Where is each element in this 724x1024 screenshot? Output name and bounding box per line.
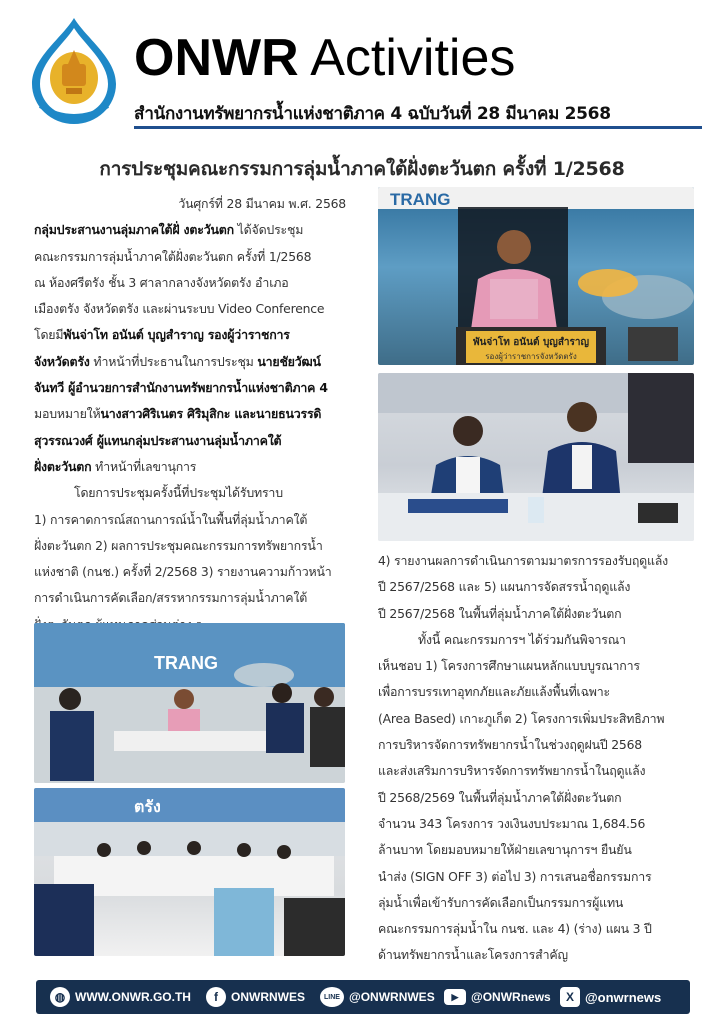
- text-line: 1) การคาดการณ์สถานการณ์น้ำในพื้นที่ลุ่มน้ำภาคใต้: [34, 511, 308, 527]
- text-span: ได้จัดประชุม: [233, 222, 304, 238]
- text-line: ณ ห้องศรีตรัง ชั้น 3 ศาลากลางจังหวัดตรัง อำเภอ: [34, 274, 289, 290]
- x-link[interactable]: [560, 980, 661, 1014]
- text-line: คณะกรรมการลุ่มน้ำใน กนช. และ 4) (ร่าง) แผน 3 ปี: [378, 921, 652, 937]
- facebook-icon: f: [206, 987, 226, 1007]
- text-line: โดยการประชุมครั้งนี้ที่ประชุมได้รับทราบ: [74, 485, 283, 501]
- photo-banner-text: TRANG: [154, 653, 218, 673]
- text-line: ปี 2567/2568 ในพื้นที่ลุ่มน้ำภาคใต้ฝั่งตะวันตก: [378, 605, 622, 621]
- header-rule: [134, 126, 702, 129]
- photo-secretaries: [378, 373, 694, 541]
- text-line: ทั้งนี้ คณะกรรมการฯ ได้ร่วมกันพิจารณา: [418, 631, 626, 647]
- text-line: ด้านทรัพยากรน้ำและโครงการสำคัญ: [378, 947, 568, 963]
- text-line: ลุ่มน้ำเพื่อเข้ารับการคัดเลือกเป็นกรรมการผู้แทน: [378, 894, 624, 910]
- x-icon: X: [560, 987, 580, 1007]
- text-line: ฝั่งตะวันตก 2) ผลการประชุมคณะกรรมการทรัพยากรน้ำ: [34, 537, 323, 553]
- nameplate-line-2: รองผู้ว่าราชการจังหวัดตรัง: [485, 352, 577, 361]
- text-line: เห็นชอบ 1) โครงการศึกษาแผนหลักแบบบูรณาการ: [378, 658, 640, 674]
- text-line: เพื่อการบรรเทาอุทกภัยและภัยแล้งพื้นที่เฉพาะ: [378, 684, 610, 700]
- text-line: การดำเนินการคัดเลือก/สรรหากรรมการลุ่มน้ำภาคใต้: [34, 590, 308, 606]
- facebook-text: ONWRNWES: [231, 990, 305, 1004]
- footer-bar: [36, 980, 690, 1014]
- globe-icon: ◍: [50, 987, 70, 1007]
- page-title: [134, 30, 515, 86]
- nameplate-line-1: พันจ่าโท อนันต์ บุญสำราญ: [472, 337, 590, 348]
- x-text: @onwrnews: [585, 989, 662, 1005]
- website-link[interactable]: [50, 980, 191, 1014]
- article-column-left: [34, 191, 346, 638]
- website-text: WWW.ONWR.GO.TH: [75, 990, 191, 1004]
- youtube-link[interactable]: [444, 980, 551, 1014]
- photo-banner-text: ตรัง: [134, 797, 161, 816]
- text-line: (Area Based) เกาะภูเก็ต 2) โครงการเพิ่มประสิทธิภาพ: [378, 710, 665, 726]
- text-line: จำนวน 343 โครงการ วงเงินงบประมาณ 1,684.56: [378, 815, 646, 831]
- secretary-names: นางสาวศิริเนตร ศิริมุสิกะ และนายธนวรรดิ: [100, 406, 322, 422]
- organizer: กลุ่มประสานงานลุ่มภาคใต้ฝั่ งตะวันตก: [34, 222, 234, 238]
- chairperson-province: จังหวัดตรัง: [34, 353, 90, 369]
- director-name: นายชัยวัฒน์: [257, 353, 321, 369]
- text-span: มอบหมายให้: [34, 406, 101, 422]
- text-line: เมืองตรัง จังหวัดตรัง และผ่านระบบ Video Conference: [34, 301, 325, 317]
- director-title: จันทวี ผู้อำนวยการสำนักงานทรัพยากรน้ำแห่งชาติภาค 4: [34, 380, 328, 396]
- text-line: ปี 2567/2568 และ 5) แผนการจัดสรรน้ำฤดูแล้ง: [378, 579, 631, 595]
- text-line: นำส่ง (SIGN OFF 3) ต่อไป 3) การเสนอชื่อกรรมการ: [378, 868, 652, 884]
- date-line: วันศุกร์ที่ 28 มีนาคม พ.ศ. 2568: [178, 196, 346, 211]
- text-line: คณะกรรมการลุ่มน้ำภาคใต้ฝั่งตะวันตก ครั้งที่ 1/2568: [34, 248, 312, 264]
- article-headline: การประชุมคณะกรรมการลุ่มน้ำภาคใต้ฝั่งตะวันตก ครั้งที่ 1/2568: [99, 158, 625, 180]
- text-span: ทำหน้าที่ประธานในการประชุม: [89, 353, 258, 369]
- photo-banner-text: TRANG: [390, 190, 451, 209]
- article-column-right: [378, 548, 692, 969]
- issue-subtitle: สำนักงานทรัพยากรน้ำแห่งชาติภาค 4 ฉบับวันที่ 28 มีนาคม 2568: [134, 104, 611, 124]
- title-bold: ONWR: [134, 29, 299, 87]
- onwr-logo: [26, 14, 122, 126]
- text-span: ทำหน้าที่เลขานุการ: [91, 458, 197, 474]
- photo-meeting-room-2: [34, 788, 345, 956]
- photo-chairperson: [378, 187, 694, 365]
- chairperson-name: พันจ่าโท อนันต์ บุญสำราญ รองผู้ว่าราชการ: [63, 327, 290, 343]
- photo-meeting-room-1: [34, 623, 345, 783]
- youtube-icon: ▶: [444, 989, 466, 1005]
- title-rest: Activities: [298, 29, 516, 87]
- text-line: และส่งเสริมการบริหารจัดการทรัพยากรน้ำในฤดูแล้ง: [378, 763, 646, 779]
- secretary-title-end: ฝั่งตะวันตก: [34, 458, 92, 474]
- line-link[interactable]: [320, 980, 435, 1014]
- line-text: @ONWRNWES: [349, 990, 435, 1004]
- text-line: แห่งชาติ (กนช.) ครั้งที่ 2/2568 3) รายงานความก้าวหน้า: [34, 564, 332, 580]
- text-span: โดยมี: [34, 327, 64, 343]
- text-line: 4) รายงานผลการดำเนินการตามมาตรการรองรับฤดูแล้ง: [378, 553, 669, 568]
- facebook-link[interactable]: [206, 980, 305, 1014]
- text-line: การบริหารจัดการทรัพยากรน้ำในช่วงฤดูฝนปี 2568: [378, 737, 642, 753]
- youtube-text: @ONWRnews: [471, 990, 551, 1004]
- text-line: ปี 2568/2569 ในพื้นที่ลุ่มน้ำภาคใต้ฝั่งตะวันตก: [378, 789, 622, 805]
- text-line: ล้านบาท โดยมอบหมายให้ฝ่ายเลขานุการฯ ยืนยัน: [378, 842, 632, 858]
- secretary-title: สุวรรณวงศ์ ผู้แทนกลุ่มประสานงานลุ่มน้ำภาคใต้: [34, 432, 282, 448]
- line-icon: LINE: [320, 987, 344, 1007]
